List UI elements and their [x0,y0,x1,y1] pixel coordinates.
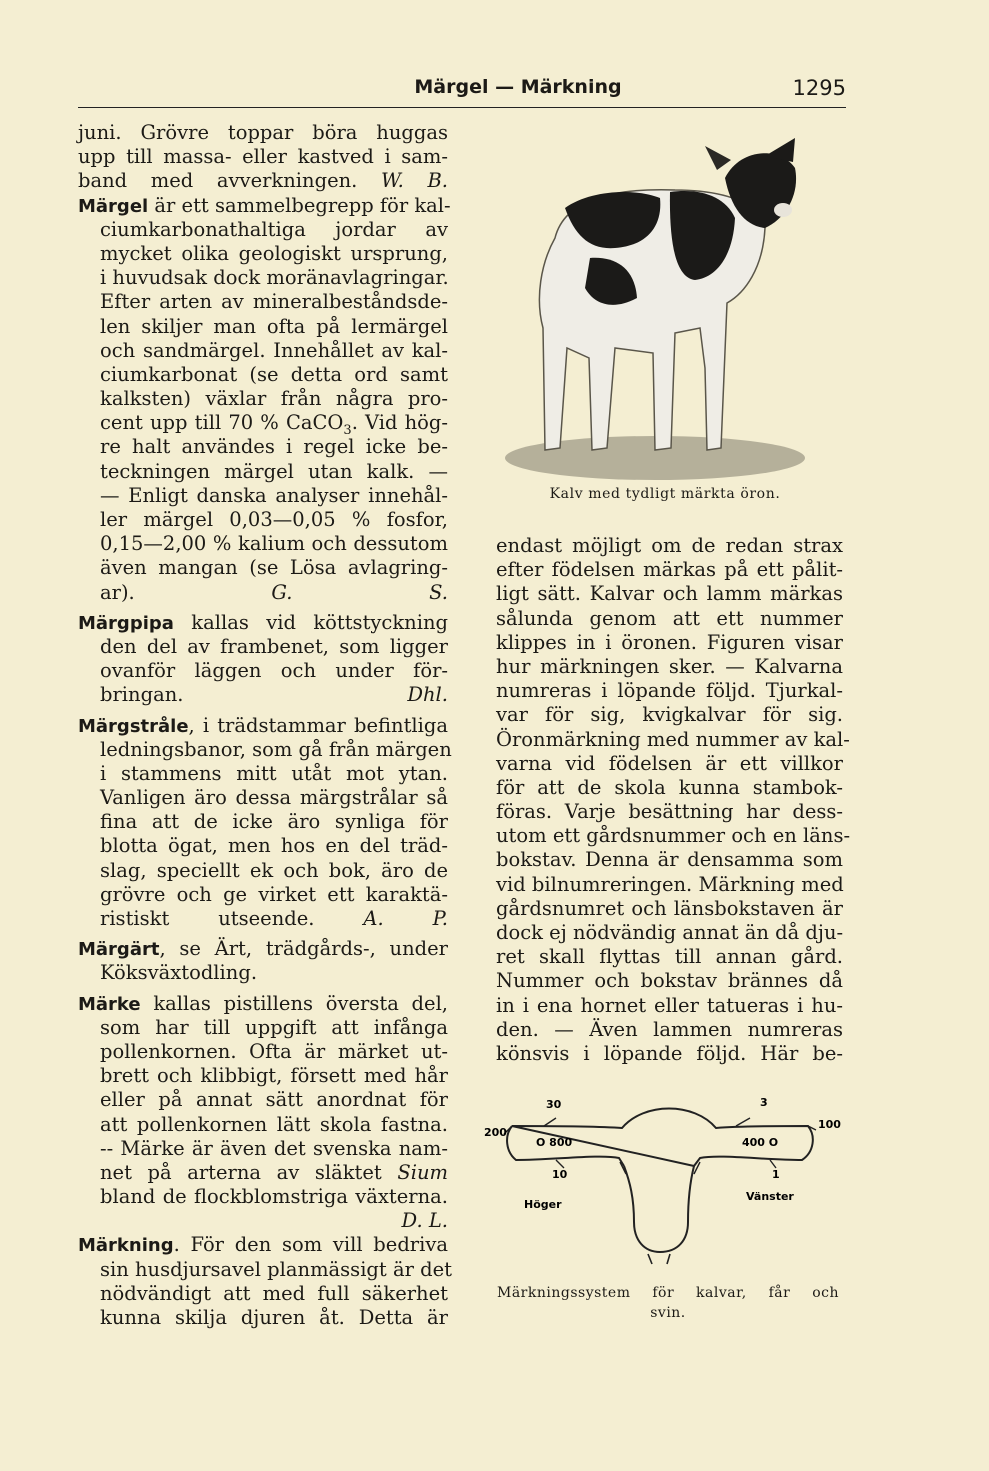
caption-line: svin. [650,1305,686,1321]
text-line: sin husdjursavel planmässigt är det [100,1257,452,1281]
author-signature: W. B. [381,169,449,193]
text-line: bringan. Dhl. [100,683,448,707]
label-1: 1 [772,1168,780,1181]
text-line: även mangan (se Lösa avlagring- [100,556,448,580]
label-3: 3 [760,1096,768,1109]
figure-caption-diagram [497,1283,839,1323]
text-line: kunna skilja djuren åt. Detta är [100,1306,448,1329]
text-line: dock ej nödvändig annat än då dju- [496,921,844,944]
text-line: för att de skola kunna stambok- [496,775,843,799]
text-line: bokstav. Denna är densamma som [496,848,843,872]
text-line: re halt användes i regel icke be- [100,435,448,459]
figure-caption-calf: Kalv med tydligt märkta öron. [549,486,781,502]
text-line: in i ena hornet eller tatueras i hu- [496,993,843,1017]
text-line: net på arterna av släktet Sium [100,1160,448,1184]
text-line: varna vid födelsen är ett villkor [496,751,843,775]
running-header [78,76,846,108]
text-line: brett och klibbigt, försett med hår [100,1064,448,1088]
text-line: den. — Även lammen numreras [496,1017,843,1041]
text-line: juni. Grövre toppar böra huggas [78,121,448,144]
text-line: som har till uppgift att infånga [100,1015,448,1039]
page-number: 1295 [792,76,846,100]
text-line: bland de flockblomstriga växterna. [100,1185,448,1209]
label-vanster: Vänster [746,1190,794,1203]
ear-marking-diagram [484,1090,844,1270]
text-line: upp till massa- eller kastved i sam- [78,145,448,169]
calf-photo [495,128,820,488]
text-line: ciumkarbonat (se detta ord samt [100,362,448,386]
text-line: endast möjligt om de redan strax [496,534,843,557]
entry-term: Märke [78,993,141,1015]
text-line: teckningen märgel utan kalk. — [100,459,448,483]
text-line: mycket olika geologiskt ursprung, [100,241,448,265]
text-line: kalksten) växlar från några pro- [100,387,448,411]
text-line: i huvudsak dock moränavlagringar. [100,266,449,290]
author-signature: Dhl. [407,683,448,707]
right-column [496,534,851,1066]
text-line: ar). G. S. [100,580,448,604]
text-line: i stammens mitt utåt mot ytan. [100,761,448,785]
text-line: ligt sätt. Kalvar och lamm märkas [496,582,843,606]
entry-term: Märgpipa [78,612,174,634]
label-400: 400 O [742,1136,779,1149]
text-line: Vanligen äro dessa märgstrålar så [100,786,448,810]
text-line: -- Märke är även det svenska nam- [100,1136,448,1160]
header-title: Märgel — Märkning [414,76,622,98]
text-line: Köksväxtodling. [100,961,258,985]
text-line: blotta ögat, men hos en del träd- [100,834,448,858]
text-line: ciumkarbonathaltiga jordar av [100,217,448,241]
text-line: ler märgel 0,03—0,05 % fosfor, [100,508,448,531]
entry-term: Märgärt [78,939,160,961]
text-line: len skiljer man ofta på lermärgel [100,314,448,338]
text-line: könsvis i löpande följd. Här be- [496,1041,843,1065]
text-line: pollenkornen. Ofta är märket ut- [100,1039,448,1063]
entry-markning: Märkning. För den som vill bedriva [78,1233,448,1257]
calf-muzzle [774,203,792,217]
text-line: nödvändigt att med full säkerhet [100,1281,448,1305]
text-line: hur märkningen sker. — Kalvarna [496,654,843,678]
text-line: att pollenkornen lätt skola fastna. [100,1112,448,1136]
text-line: den del av frambenet, som ligger [100,634,448,658]
text-line: ledningsbanor, som gå från märgen [100,737,452,761]
text-line: eller på annat sätt anordnat för [100,1088,448,1112]
text-line: gårdsnumret och länsbokstaven är [496,896,843,920]
text-line: Öronmärkning med nummer av kal- [496,727,850,751]
text-line: band med avverkningen. W. B. [78,169,449,193]
text-line: numreras i löpande följd. Tjurkal- [496,679,843,703]
text-line [78,1209,448,1233]
text-line: Nummer och bokstav brännes då [496,969,843,993]
text-line: cent upp till 70 % CaCO$_3$. Vid hög- [100,411,448,439]
label-hoger: Höger [524,1198,562,1211]
calf-ear [705,146,731,170]
text-line: sålunda genom att ett nummer [496,606,843,630]
caption-line: Märkningssystem för kalvar, får och [497,1285,839,1301]
text-line: fina att de icke äro synliga för [100,810,448,834]
label-100: 100 [818,1118,841,1131]
text-line: vid bilnumreringen. Märkning med [496,872,844,896]
entry-margstrale: Märgstråle, i trädstammar befintliga [78,713,448,737]
text-line: 0,15—2,00 % kalium och dessutom [100,532,448,556]
entry-term: Märgstråle [78,715,189,737]
label-800: O 800 [536,1136,573,1149]
label-10: 10 [552,1168,568,1181]
text-line: var för sig, kvigkalvar för sig. [496,703,843,727]
entry-marke: Märke kallas pistillens översta del, [78,991,448,1015]
entry-term: Märgel [78,195,149,217]
entry-margel: Märgel är ett sammelbegrepp för kal- [78,193,451,217]
text-line: ristiskt utseende. A. P. [100,907,448,930]
text-line: föras. Varje besättning har dess- [496,800,843,824]
text-line: och sandmärgel. Innehållet av kal- [100,338,448,362]
author-signature: D. L. [401,1209,448,1233]
entry-margpipa: Märgpipa kallas vid köttstyckning [78,610,448,634]
text-line: — Enligt danska analyser innehål- [100,483,448,507]
label-200: 200 [484,1126,507,1139]
text-line: utom ett gårdsnummer och en läns- [496,824,851,848]
header-rule [78,107,846,108]
text-line: ret skall flyttas till annan gård. [496,945,843,969]
text-line: Efter arten av mineralbeståndsde- [100,290,448,314]
entry-term: Märkning [78,1235,174,1257]
author-signature: G. S. [271,580,448,604]
label-30: 30 [546,1098,562,1111]
entry-margart: Märgärt, se Ärt, trädgårds-, under [78,937,448,961]
text-line: slag, speciellt ek och bok, äro de [100,858,448,882]
text-line: ovanför läggen och under för- [100,659,448,683]
text-line: efter födelsen märkas på ett pålit- [496,558,843,582]
left-column [78,121,452,1330]
text-line: grövre och ge virket ett karaktä- [100,882,448,906]
author-signature: A. P. [363,907,448,930]
text-line: klippes in i öronen. Figuren visar [496,630,843,654]
